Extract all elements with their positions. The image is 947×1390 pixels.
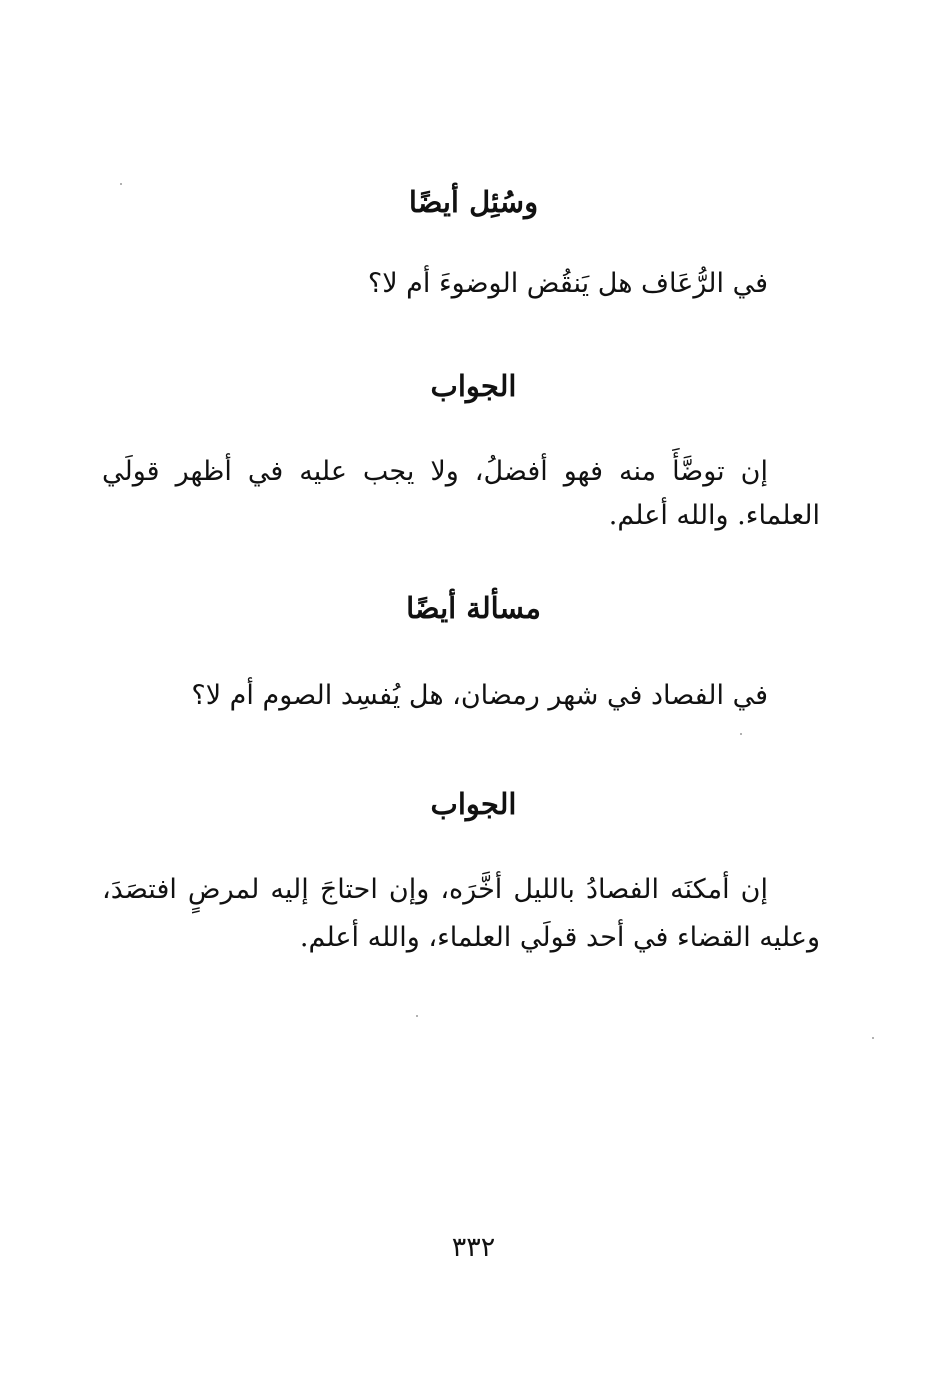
section-2-heading: مسألة أيضًا	[406, 591, 541, 625]
section-1-heading: وسُئِل أيضًا	[408, 185, 539, 219]
scan-speck	[740, 733, 742, 735]
page-number: ٣٣٢	[451, 1232, 496, 1263]
section-1-answer-heading: الجواب	[430, 369, 517, 403]
section-1-question: في الرُّعَاف هل يَنقُض الوضوءَ أم لا؟	[367, 268, 768, 299]
scan-speck	[120, 183, 122, 185]
scan-speck	[872, 1037, 874, 1039]
section-2-answer-heading: الجواب	[430, 787, 517, 821]
section-2-answer-line-1: إن أمكنَه الفصادُ بالليل أخَّرَه، وإن احتاجَ إليه لمرضٍ افتصَدَ،	[102, 874, 768, 905]
section-2-question: في الفصاد في شهر رمضان، هل يُفسِد الصوم أم لا؟	[191, 680, 768, 711]
section-1-answer-line-1: إن توضَّأَ منه فهو أفضلُ، ولا يجب عليه في أظهر قولَي	[102, 456, 768, 487]
section-2-answer-line-2: وعليه القضاء في أحد قولَي العلماء، والله أعلم.	[299, 922, 820, 953]
section-1-answer-line-2: العلماء. والله أعلم.	[608, 500, 820, 531]
scan-speck	[416, 1015, 418, 1017]
